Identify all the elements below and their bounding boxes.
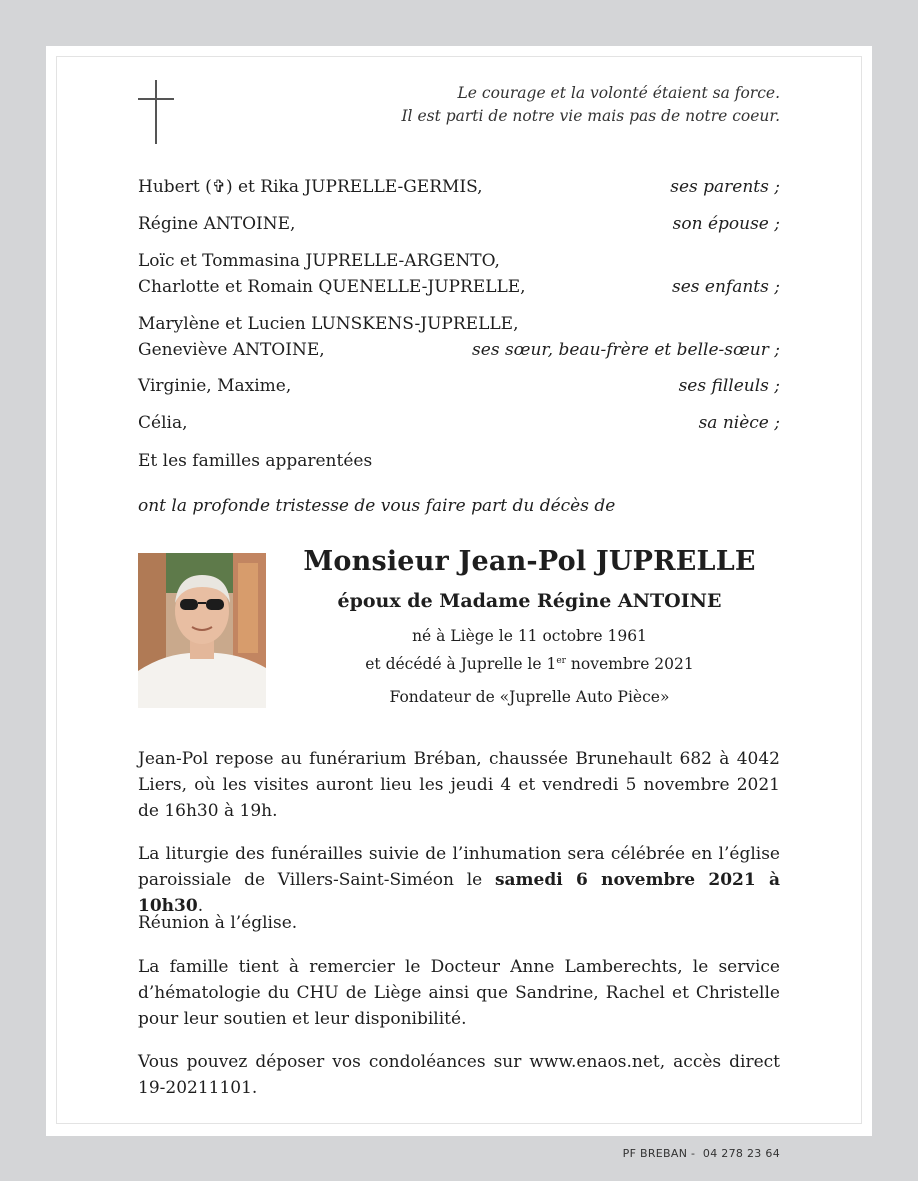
obituary-card (46, 46, 872, 1136)
condolences-paragraph: Vous pouvez déposer vos condoléances sur www.enaos.net, accès direct 19-20211101. (138, 1052, 780, 1098)
deceased-name: Monsieur Jean-Pol JUPRELLE (303, 546, 756, 577)
death-suffix: novembre 2021 (566, 655, 694, 673)
family-names: Célia, (138, 413, 188, 433)
birth-line: né à Liège le 11 octobre 1961 (412, 627, 647, 645)
liturgy-paragraph (138, 841, 780, 919)
liturgy-date: samedi 6 novembre 2021 à 10h30 (138, 870, 781, 916)
epitaph-quote (401, 82, 780, 128)
founder-line: Fondateur de «Juprelle Auto Pièce» (389, 688, 670, 706)
family-row (138, 373, 780, 399)
family-names: Hubert (✞) et Rika JUPRELLE-GERMIS, (138, 177, 483, 197)
family-row (138, 174, 780, 200)
visit-paragraph: Jean-Pol repose au funérarium Bréban, chaussée Brunehault 682 à 4042 Liers, où les visites auront lieu les jeudi 4 et vendredi 5 novembre 2021 de 16h30 à 19h. (138, 749, 780, 821)
quote-line: Le courage et la volonté étaient sa force. (457, 84, 780, 102)
family-names: Loïc et Tommasina JUPRELLE-ARGENTO, (138, 251, 500, 271)
death-line (281, 649, 778, 677)
family-relation: ses parents ; (670, 177, 780, 197)
deceased-photo (138, 553, 266, 708)
family-row (138, 248, 780, 300)
family-relation: sa nièce ; (698, 413, 780, 433)
reunion-paragraph: Réunion à l’église. (138, 913, 298, 933)
family-names: Régine ANTOINE, (138, 214, 296, 234)
family-row (138, 211, 780, 237)
family-relation: ses enfants ; (672, 277, 780, 297)
family-relation: ses filleuls ; (678, 376, 780, 396)
liturgy-end: . (197, 896, 204, 916)
family-names: Virginie, Maxime, (138, 376, 292, 396)
deceased-dates (281, 624, 778, 677)
family-names: Charlotte et Romain QUENELLE-JUPRELLE, (138, 277, 526, 297)
death-prefix: et décédé à Juprelle le 1 (365, 655, 557, 673)
family-names: Et les familles apparentées (138, 451, 373, 471)
family-relation: ses sœur, beau-frère et belle-sœur ; (472, 340, 780, 360)
cross-icon (138, 80, 174, 144)
death-ordinal: er (556, 656, 566, 666)
family-row (138, 410, 780, 436)
deceased-spouse: époux de Madame Régine ANTOINE (337, 590, 722, 612)
family-names: Geneviève ANTOINE, (138, 340, 325, 360)
thanks-paragraph: La famille tient à remercier le Docteur Anne Lamberechts, le service d’hématologie du CHU de Liège ainsi que Sandrine, Rachel et Christelle pour leur soutien et leur disponibilité. (138, 957, 780, 1029)
family-relation: son épouse ; (672, 214, 780, 234)
funeral-home-footer: PF BREBAN - 04 278 23 64 (622, 1147, 780, 1160)
announcement-line: ont la profonde tristesse de vous faire part du décès de (138, 496, 616, 516)
family-row (138, 311, 780, 363)
quote-line: Il est parti de notre vie mais pas de notre coeur. (401, 107, 780, 125)
family-names: Marylène et Lucien LUNSKENS-JUPRELLE, (138, 314, 519, 334)
family-row (138, 448, 780, 474)
liturgy-text: La liturgie des funérailles suivie de l’inhumation sera célébrée en l’église paroissiale de Villers-Saint-Siméon le (138, 844, 780, 890)
